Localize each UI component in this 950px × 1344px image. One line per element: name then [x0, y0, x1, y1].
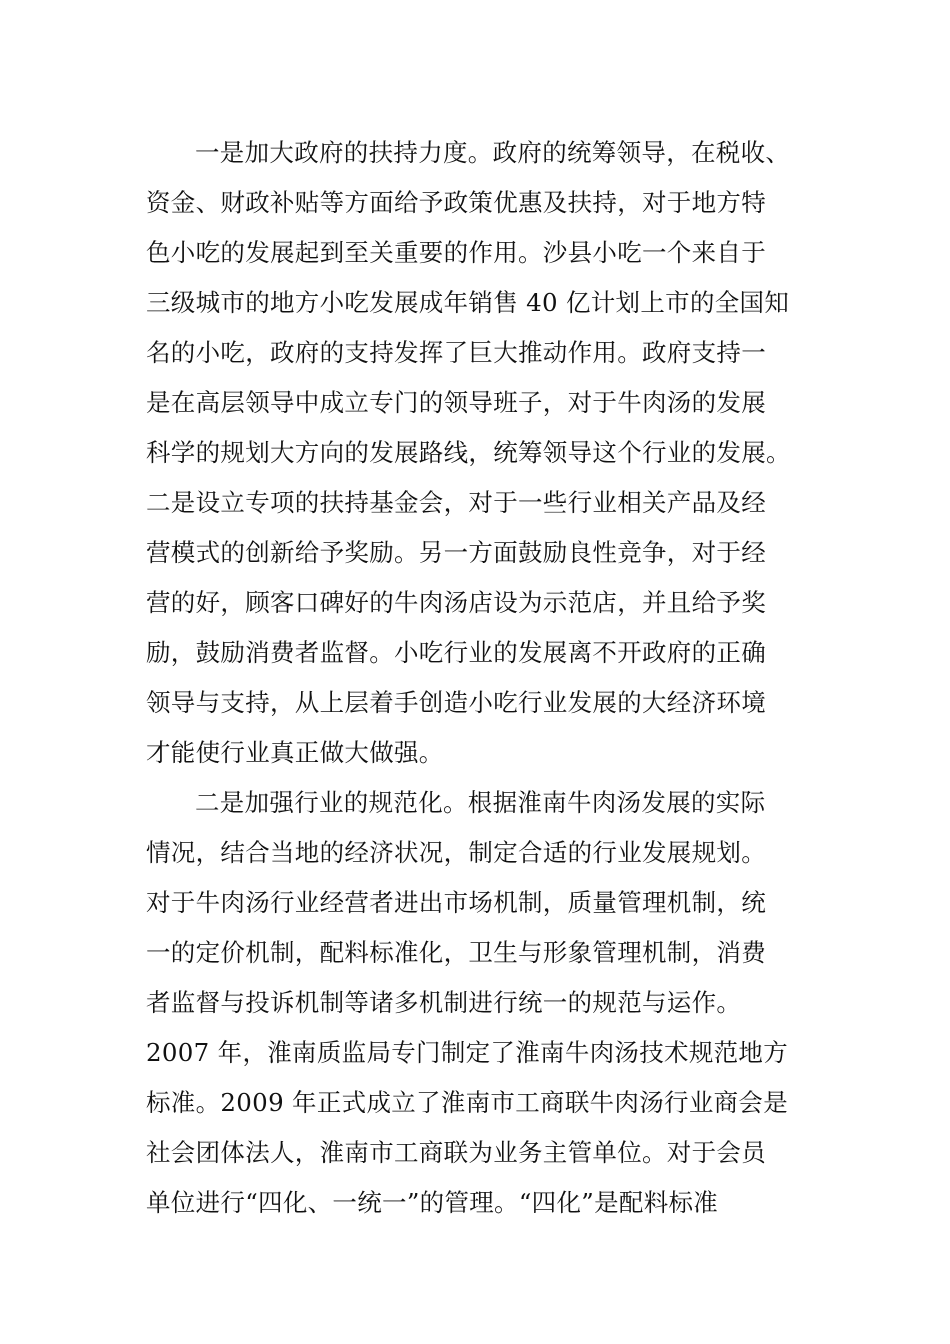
- text-line: 是在高层领导中成立专门的领导班子，对于牛肉汤的发展: [146, 388, 766, 417]
- text-line: 社会团体法人，淮南市工商联为业务主管单位。对于会员: [146, 1138, 766, 1167]
- text-line: 名的小吃，政府的支持发挥了巨大推动作用。政府支持一: [146, 338, 766, 367]
- text-line: 一是加大政府的扶持力度。政府的统筹领导，在税收、: [195, 138, 791, 167]
- text-line: 三级城市的地方小吃发展成年销售 40 亿计划上市的全国知: [146, 288, 790, 317]
- text-line: 对于牛肉汤行业经营者进出市场机制，质量管理机制，统: [146, 888, 766, 917]
- text-line: 2007 年，淮南质监局专门制定了淮南牛肉汤技术规范地方: [146, 1038, 789, 1067]
- text-line: 才能使行业真正做大做强。: [146, 738, 444, 767]
- text-line: 二是加强行业的规范化。根据淮南牛肉汤发展的实际: [195, 788, 766, 817]
- text-line: 营模式的创新给予奖励。另一方面鼓励良性竞争，对于经: [146, 538, 766, 567]
- text-line: 科学的规划大方向的发展路线，统筹领导这个行业的发展。: [146, 438, 791, 467]
- text-line: 营的好，顾客口碑好的牛肉汤店设为示范店，并且给予奖: [146, 588, 766, 617]
- body-text: [146, 128, 806, 1228]
- paragraph-2: [146, 778, 806, 1228]
- text-line: 情况，结合当地的经济状况，制定合适的行业发展规划。: [146, 838, 766, 867]
- text-line: 领导与支持，从上层着手创造小吃行业发展的大经济环境: [146, 688, 766, 717]
- text-line: 一的定价机制，配料标准化，卫生与形象管理机制，消费: [146, 938, 766, 967]
- text-line: 单位进行“四化、一统一”的管理。“四化”是配料标准: [146, 1188, 719, 1217]
- text-line: 资金、财政补贴等方面给予政策优惠及扶持，对于地方特: [146, 188, 766, 217]
- text-line: 励，鼓励消费者监督。小吃行业的发展离不开政府的正确: [146, 638, 766, 667]
- paragraph-1: [146, 128, 806, 778]
- text-line: 二是设立专项的扶持基金会，对于一些行业相关产品及经: [146, 488, 766, 517]
- text-line: 者监督与投诉机制等诸多机制进行统一的规范与运作。: [146, 988, 742, 1017]
- text-line: 色小吃的发展起到至关重要的作用。沙县小吃一个来自于: [146, 238, 766, 267]
- text-line: 标准。2009 年正式成立了淮南市工商联牛肉汤行业商会是: [146, 1088, 789, 1117]
